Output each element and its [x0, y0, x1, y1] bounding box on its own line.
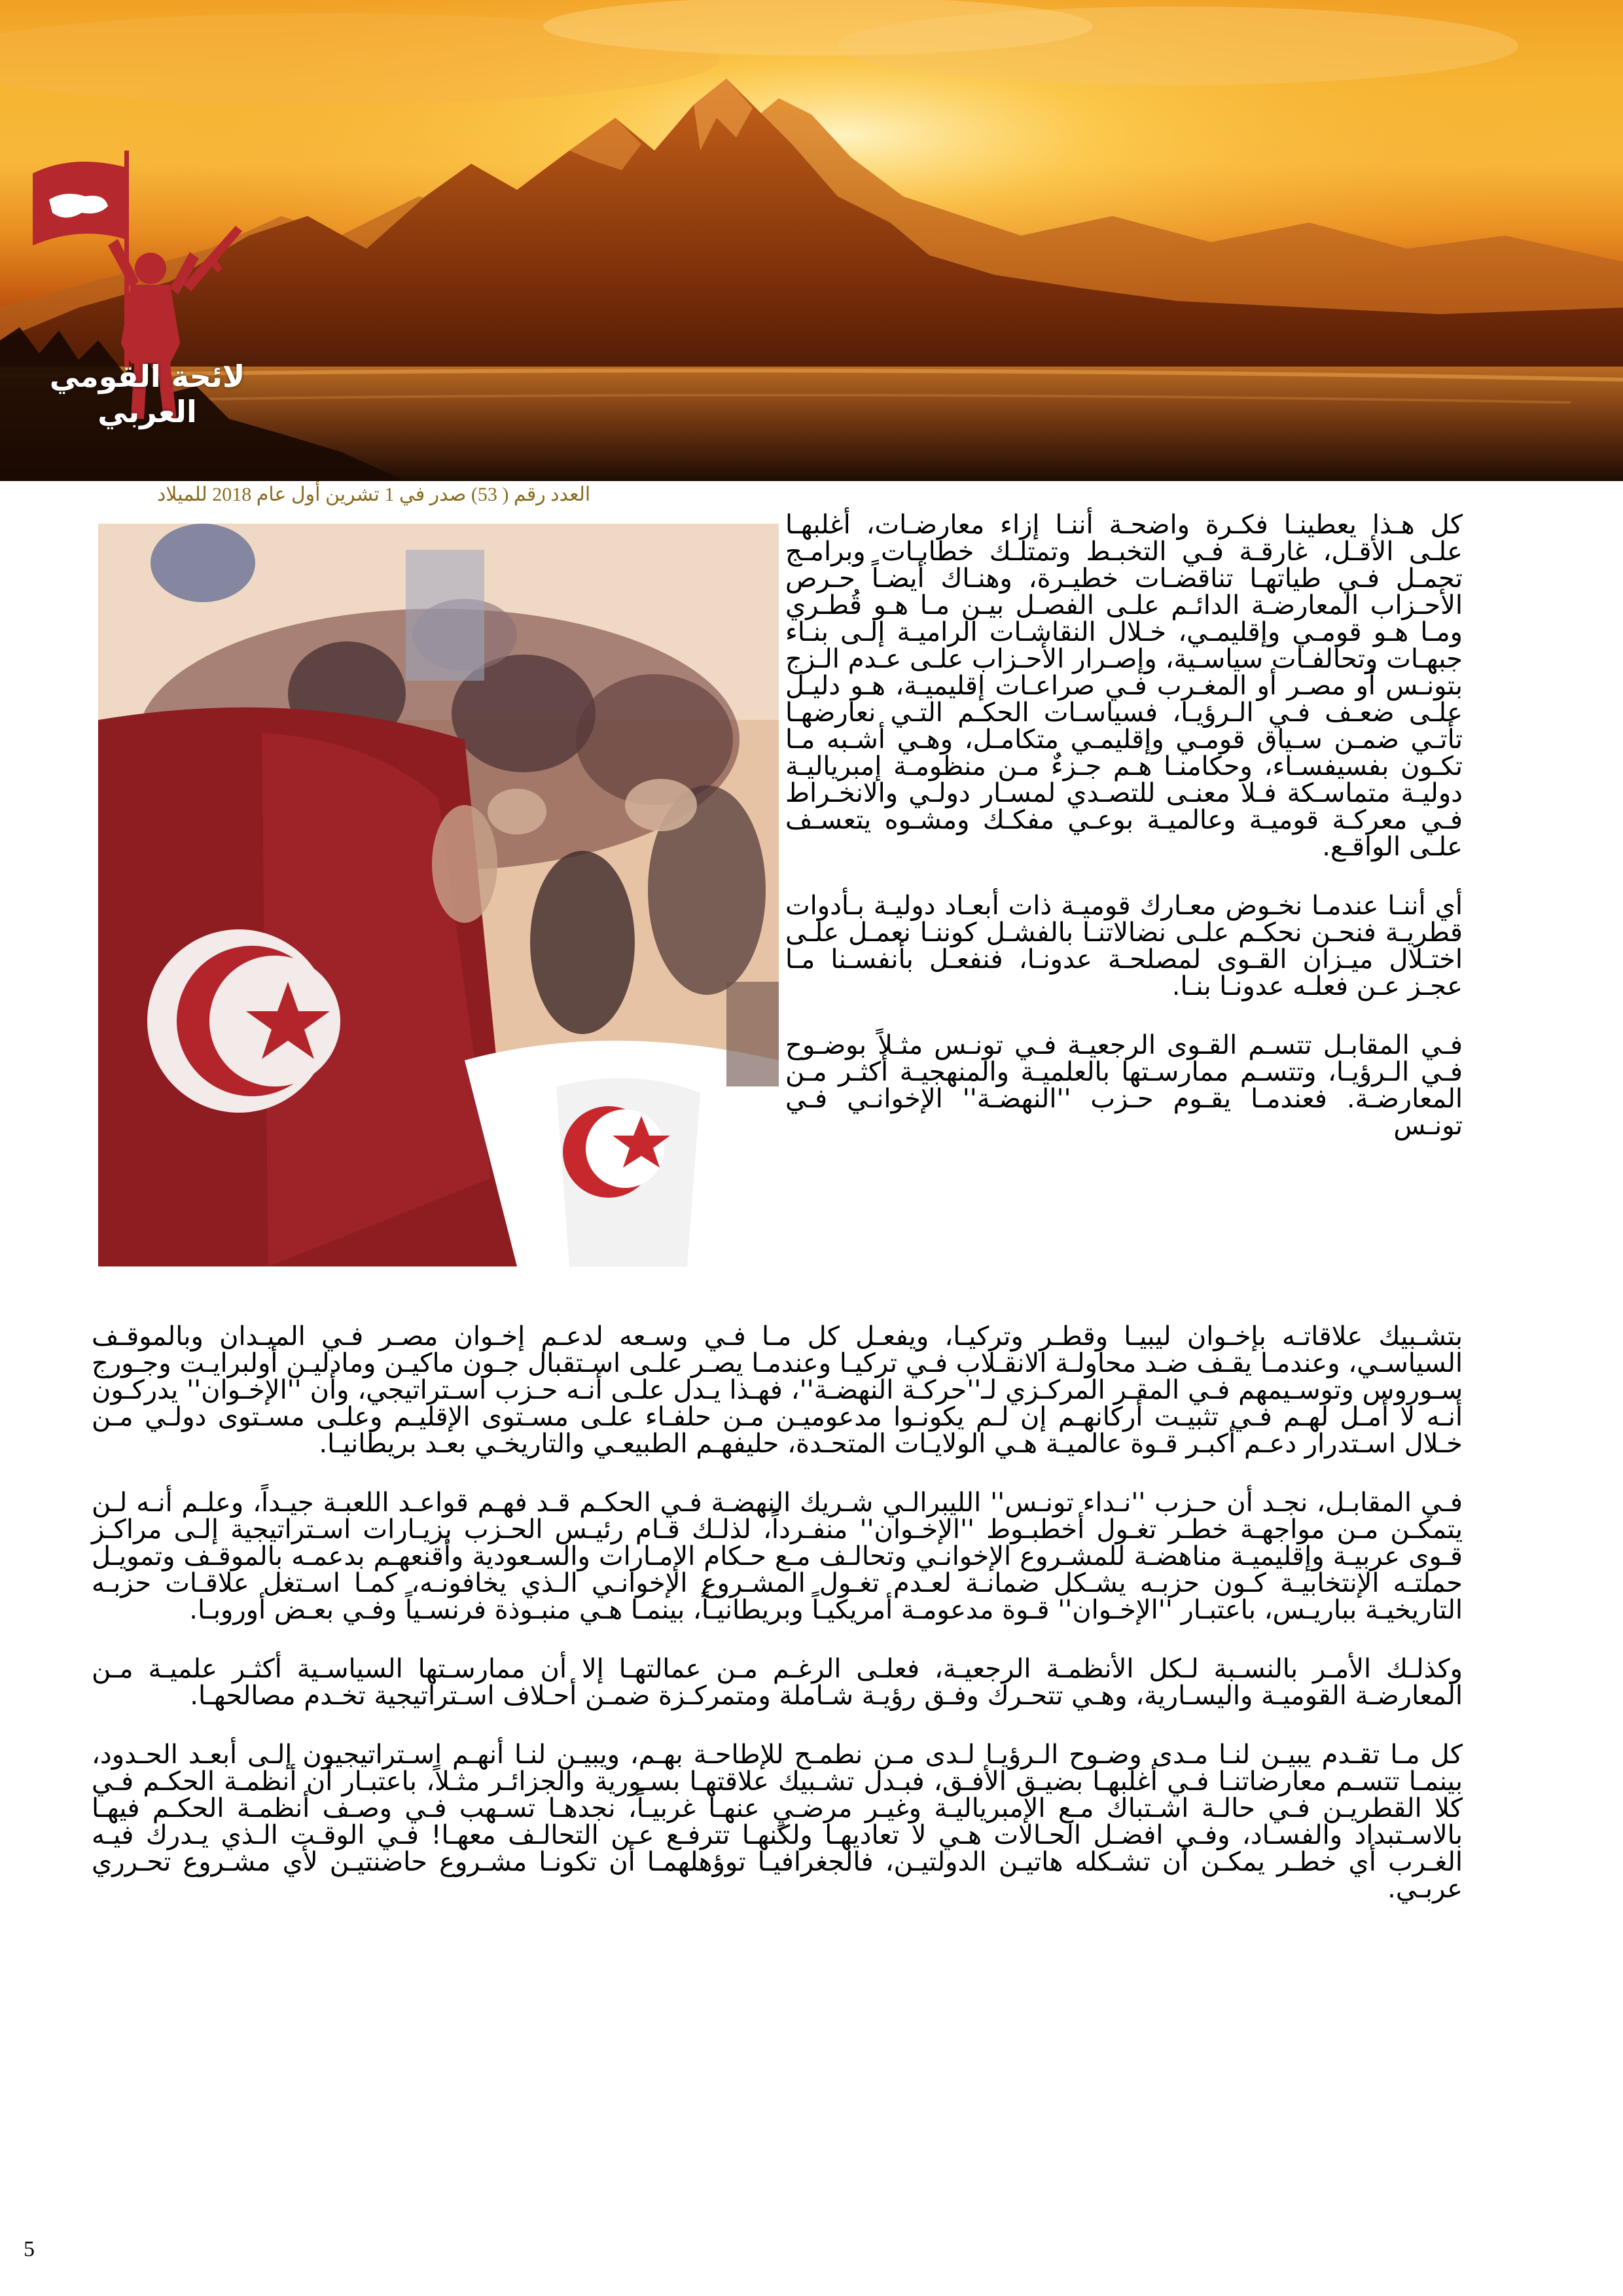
issue-date: تشرين أول عام 2018: [212, 484, 380, 505]
logo-caption: لائحة القومي العربي: [49, 359, 245, 429]
article-column-full: [92, 1323, 1463, 1935]
article-paragraph-2: أي أننـا عندمـا نخـوض معـارك قوميـة ذات أبعـاد دوليـة بـأدوات قطريـة فنحـن نحكـم علـى نضالاتنـا بالفشـل كوننـا نعمـل علـى اختـلال ميـزان القـوى لمصلحـة عدونـا، فنفعـل بأنفسـنا مـا عجـز عـن فعلـه عدونـا بنـا.: [785, 891, 1463, 1001]
header-banner: [0, 0, 1623, 481]
issue-middle: صدر في: [399, 484, 467, 505]
article-paragraph-4: فـي المقابـل، نجـد أن حـزب ''نـداء تونـس'' الليبرالـي شـريك النهضـة فـي الحكـم قـد فهـم قواعـد اللعبـة جيـداً، وعلـم أنـه لـن يتمكـن مـن مواجهـة خطـر تغـول أخطبـوط ''الإخـوان'' منفـرداً، لذلـك قـام رئيـس الحـزب بزيـارات اسـتراتيجية إلـى مراكـز قـوى عربيـة وإقليميـة مناهضـة للمشـروع الإخوانـي وتحالـف مـع حـكام الإمـارات والسـعودية وأقنعهـم بدعمـه بالموقـف وتمويـل حملتـه الإنتخابيـة كـون حزبـه يشـكل ضمانـة لعـدم تغـول المشـروع الإخوانـي الـذي يخافونـه، كمـا اسـتغل علاقـات حزبـه التاريخيـة بباريـس، باعتبـار ''الإخـوان'' قـوة مدعومـة أمريكيـاً وبريطانيـاً، بينمـا هـي منبـوذة فرنسـياً وفـي بعـض أوروبـا.: [92, 1488, 1463, 1625]
issue-number: ( 53): [471, 484, 509, 505]
issue-suffix: للميلاد: [157, 484, 207, 505]
article-paragraph-3b: بتشـبيك علاقاتـه بإخـوان ليبيـا وقطـر وتركيـا، ويفعـل كل مـا فـي وسـعه لدعـم إخـوان مصـر فـي الميـدان وبالموقـف السياسـي، وعندمـا يقـف ضـد محاولـة الانقـلاب فـي تركيـا وعندمـا يصـر علـى اسـتقبال جـون ماكيـن ومادليـن أولبرايـت وجـورج سـوروس وتوسـيمهم فـي المقـر المركـزي لـ''حركـة النهضـة''، فهـذا يـدل علـى أنـه حـزب اسـتراتيجي، وأن ''الإخـوان'' يدركـون أنـه لا أمـل لهـم فـي تثبيـت أركانهـم إن لـم يكونـوا مدعوميـن مـن حلفـاء علـى مسـتوى الإقليـم وعلـى مسـتوى دولـي مـن خـلال اسـتدرار دعـم أكبـر قـوة عالميـة هـي الولايـات المتحـدة، حليفهـم الطبيعـي والتاريخـي بعـد بريطانيـا.: [92, 1321, 1463, 1459]
article-paragraph-5: وكذلـك الأمـر بالنسـبة لـكل الأنظمـة الرجعيـة، فعلـى الرغـم مـن عمالتهـا إلا أن ممارسـتها السياسـية أكثـر علميـة مـن المعارضـة القوميـة واليسـارية، وهـي تتحـرك وفـق رؤيـة شـاملة ومتمركـزة ضمـن أحـلاف اسـتراتيجية تخـدم مصالحهـا.: [92, 1654, 1463, 1711]
protest-painting: [98, 524, 779, 1266]
article-column-top: [785, 512, 1463, 1139]
page-number: 5: [24, 2237, 35, 2261]
issue-prefix: العدد رقم: [513, 484, 591, 505]
article-paragraph-1: كل هـذا يعطينـا فكـرة واضحـة أننـا إزاء معارضـات، أغلبهـا علـى الأقـل، غارقـة فـي التخبـط وتمتلـك خطابـات وبرامـج تحمـل فـي طياتهـا تناقضـات خطيـرة، وهنـاك أيضـاً حـرص الأحـزاب المعارضـة الدائـم علـى الفصـل بيـن مـا هـو قُطـري ومـا هـو قومـي وإقليمـي، خـلال النقاشـات الراميـة إلـى بنـاء جبهـات وتحالفـات سياسـية، وإصـرار الأحـزاب علـى عـدم الـزج بتونـس أو مصـر أو المغـرب فـي صراعـات إقليميـة، هـو دليـل علـى ضعـف فـي الـرؤيـا، فسياسـات الحكـم التـي نعارضهـا تأتـي ضمـن سـياق قومـي وإقليمـي متكامـل، وهـي أشـبه مـا تكـون بفسيفسـاء، وحكامنـا هـم جـزءٌ مـن منظومـة إمبرياليـة دوليـة متماسـكة فـلا معنـى للتصـدي لمسـار دولـي والانخـراط فـي معركـة قوميـة وعالميـة بوعـي مفكـك ومشـوه يتعسـف علـى الواقـع.: [785, 510, 1463, 862]
article-paragraph-3a: فـي المقابـل تتسـم القـوى الرجعيـة فـي تونـس مثـلاً بوضـوح فـي الـرؤيـا، وتتسـم ممارسـتها بالعلميـة والمنهجيـة أكثـر مـن المعارضـة. فعندمـا يقـوم حـزب ''النهضـة'' الإخوانـي فـي تونـس: [785, 1030, 1463, 1141]
article-paragraph-6: كل مـا تقـدم يبيـن لنـا مـدى وضـوح الـرؤيـا لـدى مـن نطمـح للإطاحـة بهـم، ويبيـن لنـا أنهـم اسـتراتيجيون إلـى أبعـد الحـدود، بينمـا تتسـم معارضاتنـا فـي أغلبهـا بضيـق الأفـق، فبـدل تشـبيك علاقتهـا بسـورية والجزائـر مثـلاً، باعتبـار أن أنظمـة الحكـم فـي كلا القطريـن فـي حالـة اشـتباك مـع الإمبرياليـة وغيـر مرضـيٍ عنهـا غربيـاً، نجدهـا تسـهب فـي وصـف أنظمـة الحكـم فيهـا بالاسـتبداد والفسـاد، وفـي افضـل الحـالات هـي لا تعاديهـا ولكنهـا تترفـع عـن التحالـف معهـا! فـي الوقـت الـذي يـدرك فيـه الغـرب أي خطـر يمكـن أن تشـكله هاتيـن الدولتيـن، فالجغرافيـا توؤهلهمـا أن تكونـا مشـروع حاضنتيـن لأي مشـروع تحـرري عربـي.: [92, 1740, 1463, 1904]
issue-day: 1: [384, 484, 395, 505]
issue-line: [157, 483, 628, 506]
